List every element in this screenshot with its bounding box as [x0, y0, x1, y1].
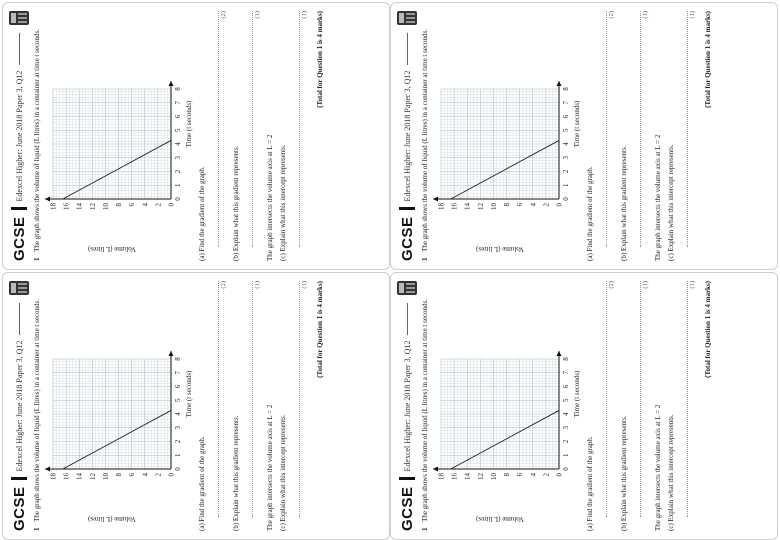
total-marks: (Total for Question 1 is 4 marks) — [316, 281, 324, 378]
question-number: 1 — [421, 527, 429, 531]
y-tick-label: 18 — [49, 473, 58, 480]
y-tick-label: 10 — [489, 203, 498, 210]
graph-area — [431, 11, 581, 261]
paper-subtitle: Edexcel Higher: June 2018 Paper 3, Q12 — [402, 70, 412, 202]
part-a: (a) Find the gradient of the graph. — [198, 436, 206, 531]
y-tick-label: 12 — [476, 203, 485, 210]
x-tick-label: 6 — [174, 114, 182, 119]
graph-area — [43, 11, 193, 261]
y-tick-label: 16 — [62, 473, 71, 480]
x-axis-arrow — [169, 81, 174, 86]
x-tick-label: 3 — [562, 426, 570, 430]
x-tick-label: 3 — [174, 156, 182, 160]
y-tick-label: 10 — [489, 473, 498, 480]
mark-a: (2) — [220, 11, 227, 19]
x-tick-label: 1 — [562, 453, 570, 457]
part-a: (a) Find the gradient of the graph. — [586, 436, 594, 531]
x-tick-label: 0 — [174, 467, 182, 471]
worksheet-header — [397, 281, 417, 531]
x-axis-label: Time (t seconds) — [185, 100, 193, 148]
gcse-logo: GCSE — [398, 486, 416, 531]
x-tick-label: 5 — [174, 128, 182, 132]
y-tick-label: 8 — [503, 473, 512, 477]
y-tick-label: 4 — [529, 473, 538, 477]
x-tick-label: 7 — [174, 101, 182, 105]
part-c: (c) Explain what this intercept represents. — [667, 144, 675, 261]
mark-b: (1) — [642, 281, 649, 289]
x-tick-label: 2 — [562, 439, 570, 444]
gcse-logo: GCSE — [398, 216, 416, 261]
header-bar — [11, 477, 27, 480]
y-tick-label: 14 — [463, 203, 472, 210]
x-tick-label: 6 — [174, 384, 182, 389]
part-c-intro: The graph intersects the volume axis at L = 2 — [266, 404, 274, 531]
volume-time-graph — [431, 281, 581, 531]
y-tick-label: 6 — [128, 473, 137, 477]
y-tick-label: 0 — [167, 203, 176, 207]
calculator-icon — [397, 11, 417, 25]
total-marks: (Total for Question 1 is 4 marks) — [704, 11, 712, 108]
x-axis-label: Time (t seconds) — [185, 370, 193, 418]
answer-line[interactable] — [596, 281, 607, 517]
answer-line[interactable] — [289, 11, 300, 247]
question-number: 1 — [33, 257, 41, 261]
answer-line[interactable] — [630, 11, 641, 247]
y-tick-label: 10 — [101, 473, 110, 480]
question-stem — [33, 11, 41, 261]
x-tick-label: 0 — [562, 197, 570, 201]
x-axis-arrow — [169, 351, 174, 356]
graph-area — [431, 281, 581, 531]
x-tick-label: 8 — [562, 87, 570, 91]
header-bar — [399, 477, 415, 480]
y-tick-label: 12 — [88, 473, 97, 480]
calculator-icon — [9, 11, 29, 25]
y-tick-label: 16 — [450, 203, 459, 210]
worksheet-header — [397, 11, 417, 261]
x-tick-label: 5 — [562, 398, 570, 402]
y-tick-label: 18 — [49, 203, 58, 210]
paper-subtitle: Edexcel Higher: June 2018 Paper 3, Q12 — [14, 340, 24, 472]
y-tick-label: 6 — [516, 203, 525, 207]
part-b: (b) Explain what this gradient represents. — [232, 145, 240, 261]
mark-a: (2) — [608, 11, 615, 19]
x-tick-label: 4 — [562, 142, 570, 146]
mark-c: (1) — [301, 11, 308, 19]
y-tick-label: 18 — [437, 473, 446, 480]
question-stem — [421, 11, 429, 261]
y-tick-label: 18 — [437, 203, 446, 210]
y-tick-label: 2 — [542, 203, 551, 207]
y-tick-label: 14 — [75, 473, 84, 480]
x-tick-label: 7 — [562, 371, 570, 375]
answer-line[interactable] — [596, 11, 607, 247]
x-tick-label: 1 — [174, 183, 182, 187]
x-axis-arrow — [557, 351, 562, 356]
y-tick-label: 16 — [450, 473, 459, 480]
x-axis-label: Time (t seconds) — [573, 370, 581, 418]
part-a: (a) Find the gradient of the graph. — [586, 166, 594, 261]
x-tick-label: 1 — [562, 183, 570, 187]
part-c-intro: The graph intersects the volume axis at L = 2 — [654, 134, 662, 261]
y-tick-label: 6 — [516, 473, 525, 477]
y-tick-label: 2 — [154, 473, 163, 477]
x-tick-label: 3 — [174, 426, 182, 430]
x-tick-label: 7 — [174, 371, 182, 375]
answer-line[interactable] — [208, 11, 219, 247]
answer-line[interactable] — [242, 11, 253, 247]
header-rule — [407, 33, 408, 65]
part-b: (b) Explain what this gradient represents. — [620, 145, 628, 261]
gcse-logo: GCSE — [10, 486, 28, 531]
x-tick-label: 2 — [174, 439, 182, 444]
question-text: The graph shows the volume of liquid (L litres) in a container at time t seconds. — [421, 298, 429, 522]
x-tick-label: 5 — [562, 128, 570, 132]
part-c: (c) Explain what this intercept represents. — [279, 144, 287, 261]
y-tick-label: 0 — [555, 473, 564, 477]
y-tick-label: 12 — [88, 203, 97, 210]
worksheet-card — [2, 272, 390, 540]
question-stem — [33, 281, 41, 531]
header-bar — [11, 207, 27, 210]
y-tick-label: 14 — [463, 473, 472, 480]
calculator-icon — [397, 281, 417, 295]
x-tick-label: 5 — [174, 398, 182, 402]
worksheet-header — [9, 281, 29, 531]
x-tick-label: 4 — [174, 142, 182, 146]
x-tick-label: 6 — [562, 384, 570, 389]
part-c: (c) Explain what this intercept represents. — [279, 414, 287, 531]
calculator-icon — [9, 281, 29, 295]
y-tick-label: 16 — [62, 203, 71, 210]
volume-time-graph — [43, 281, 193, 531]
part-c-intro: The graph intersects the volume axis at L = 2 — [266, 134, 274, 261]
y-tick-label: 4 — [141, 203, 150, 207]
mark-a: (2) — [220, 281, 227, 289]
mark-b: (1) — [254, 281, 261, 289]
x-tick-label: 8 — [562, 357, 570, 361]
part-c: (c) Explain what this intercept represents. — [667, 414, 675, 531]
worksheet-header — [9, 11, 29, 261]
mark-c: (1) — [689, 11, 696, 19]
volume-time-graph — [43, 11, 193, 261]
question-number: 1 — [33, 527, 41, 531]
mark-c: (1) — [689, 281, 696, 289]
paper-subtitle: Edexcel Higher: June 2018 Paper 3, Q12 — [14, 70, 24, 202]
graph-area — [43, 281, 193, 531]
x-tick-label: 2 — [562, 169, 570, 174]
question-text: The graph shows the volume of liquid (L litres) in a container at time t seconds. — [33, 28, 41, 252]
header-bar — [399, 207, 415, 210]
y-axis-label: Volume (L litres) — [476, 515, 524, 523]
y-tick-label: 2 — [154, 203, 163, 207]
x-tick-label: 4 — [174, 412, 182, 416]
y-tick-label: 4 — [141, 473, 150, 477]
y-tick-label: 8 — [503, 203, 512, 207]
mark-c: (1) — [301, 281, 308, 289]
y-tick-label: 2 — [542, 473, 551, 477]
x-tick-label: 2 — [174, 169, 182, 174]
y-axis-label: Volume (L litres) — [88, 245, 136, 253]
x-tick-label: 4 — [562, 412, 570, 416]
x-axis-label: Time (t seconds) — [573, 100, 581, 148]
header-rule — [19, 33, 20, 65]
y-tick-label: 0 — [167, 473, 176, 477]
x-tick-label: 0 — [174, 197, 182, 201]
y-axis-arrow — [433, 467, 438, 472]
answer-line[interactable] — [289, 281, 300, 517]
y-axis-arrow — [433, 197, 438, 202]
part-c-intro: The graph intersects the volume axis at L = 2 — [654, 404, 662, 531]
y-axis-arrow — [45, 467, 50, 472]
y-tick-label: 14 — [75, 203, 84, 210]
x-tick-label: 7 — [562, 101, 570, 105]
answer-line[interactable] — [630, 281, 641, 517]
worksheet-card — [2, 2, 390, 270]
header-rule — [407, 303, 408, 335]
y-tick-label: 8 — [115, 203, 124, 207]
x-tick-label: 8 — [174, 87, 182, 91]
paper-subtitle: Edexcel Higher: June 2018 Paper 3, Q12 — [402, 340, 412, 472]
answer-line[interactable] — [677, 11, 688, 247]
gcse-logo: GCSE — [10, 216, 28, 261]
y-axis-label: Volume (L litres) — [476, 245, 524, 253]
part-a: (a) Find the gradient of the graph. — [198, 166, 206, 261]
total-marks: (Total for Question 1 is 4 marks) — [316, 11, 324, 108]
answer-line[interactable] — [208, 281, 219, 517]
x-tick-label: 6 — [562, 114, 570, 119]
x-tick-label: 3 — [562, 156, 570, 160]
x-tick-label: 8 — [174, 357, 182, 361]
y-axis-arrow — [45, 197, 50, 202]
mark-a: (2) — [608, 281, 615, 289]
worksheet-card — [390, 2, 778, 270]
y-tick-label: 6 — [128, 203, 137, 207]
question-text: The graph shows the volume of liquid (L litres) in a container at time t seconds. — [33, 298, 41, 522]
part-b: (b) Explain what this gradient represents. — [232, 415, 240, 531]
y-tick-label: 0 — [555, 203, 564, 207]
mark-b: (1) — [642, 11, 649, 19]
volume-time-graph — [431, 11, 581, 261]
x-tick-label: 0 — [562, 467, 570, 471]
x-tick-label: 1 — [174, 453, 182, 457]
y-tick-label: 4 — [529, 203, 538, 207]
header-rule — [19, 303, 20, 335]
y-tick-label: 10 — [101, 203, 110, 210]
y-tick-label: 8 — [115, 473, 124, 477]
question-stem — [421, 281, 429, 531]
part-b: (b) Explain what this gradient represents. — [620, 415, 628, 531]
total-marks: (Total for Question 1 is 4 marks) — [704, 281, 712, 378]
y-tick-label: 12 — [476, 473, 485, 480]
question-text: The graph shows the volume of liquid (L litres) in a container at time t seconds. — [421, 28, 429, 252]
question-number: 1 — [421, 257, 429, 261]
x-axis-arrow — [557, 81, 562, 86]
worksheet-card — [390, 272, 778, 540]
answer-line[interactable] — [242, 281, 253, 517]
y-axis-label: Volume (L litres) — [88, 515, 136, 523]
mark-b: (1) — [254, 11, 261, 19]
answer-line[interactable] — [677, 281, 688, 517]
